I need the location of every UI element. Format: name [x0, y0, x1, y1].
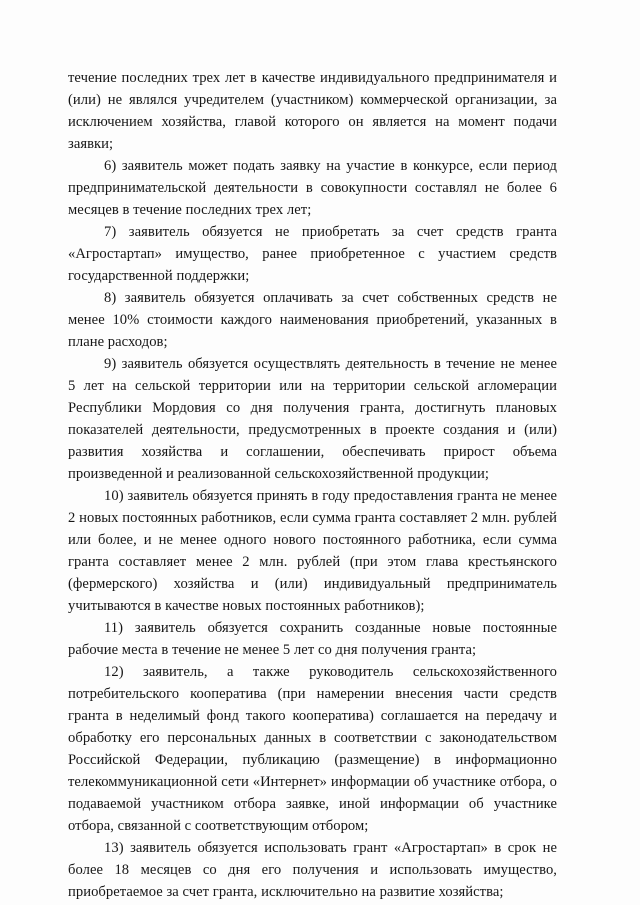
text-line: приобретаемое за счет гранта, исключительно на развитие хозяйства;	[68, 884, 504, 900]
text-line: учитываются в качестве новых постоянных работников);	[68, 598, 425, 614]
text-line: «Агростартап» имущество, ранее приобретенное с участием средств	[68, 246, 557, 262]
text-line: исключением хозяйства, главой которого он является на момент подачи	[68, 114, 557, 130]
text-line: менее 10% стоимости каждого наименования приобретений, указанных в	[68, 312, 557, 328]
text-line: подаваемой участником отбора заявке, иной информации об участнике	[68, 796, 557, 812]
text-line: 5 лет на сельской территории или на территории сельской агломерации	[68, 378, 557, 394]
text-line: предпринимательской деятельности в совокупности составлял не более 6	[68, 180, 557, 196]
text-line: гранта в неделимый фонд такого кооператива) соглашается на передачу и	[68, 708, 557, 724]
text-line: заявки;	[68, 136, 114, 152]
list-item-8: 8) заявитель обязуется оплачивать за счет собственных средств не	[104, 290, 557, 306]
text-line: телекоммуникационной сети «Интернет» информации об участнике отбора, о	[68, 774, 557, 790]
text-line: течение последних трех лет в качестве индивидуального предпринимателя и	[68, 70, 557, 86]
text-line: показателей деятельности, предусмотренных в проекте создания и (или)	[68, 422, 557, 438]
text-line: или более, и не менее одного нового постоянного работника, если сумма	[68, 532, 557, 548]
text-line: более 18 месяцев со дня его получения и использовать имущество,	[68, 862, 557, 878]
text-line: (или) не являлся учредителем (участником) коммерческой организации, за	[68, 92, 557, 108]
text-line: произведенной и реализованной сельскохозяйственной продукции;	[68, 466, 489, 482]
text-line: гранта составляет менее 2 млн. рублей (при этом глава крестьянского	[68, 554, 557, 570]
text-line: Российской Федерации, публикацию (размещение) в информационно	[68, 752, 557, 768]
list-item-10: 10) заявитель обязуется принять в году предоставления гранта не менее	[104, 488, 557, 504]
text-line: плане расходов;	[68, 334, 168, 350]
text-line: обработку его персональных данных в соответствии с законодательством	[68, 730, 557, 746]
text-line: Республики Мордовия со дня получения гранта, достигнуть плановых	[68, 400, 557, 416]
text-line: рабочие места в течение не менее 5 лет со дня получения гранта;	[68, 642, 477, 658]
text-line: государственной поддержки;	[68, 268, 250, 284]
list-item-6: 6) заявитель может подать заявку на участие в конкурсе, если период	[104, 158, 557, 174]
text-line: месяцев в течение последних трех лет;	[68, 202, 312, 218]
text-line: потребительского кооператива (при намерении внесения части средств	[68, 686, 557, 702]
list-item-12: 12) заявитель, а также руководитель сельскохозяйственного	[104, 664, 557, 680]
list-item-11: 11) заявитель обязуется сохранить созданные новые постоянные	[104, 620, 557, 636]
list-item-13: 13) заявитель обязуется использовать грант «Агростартап» в срок не	[104, 840, 557, 856]
text-line: 2 новых постоянных работников, если сумма гранта составляет 2 млн. рублей	[68, 510, 557, 526]
list-item-9: 9) заявитель обязуется осуществлять деятельность в течение не менее	[104, 356, 557, 372]
text-line: (фермерского) хозяйства и (или) индивидуальный предприниматель	[68, 576, 557, 592]
list-item-7: 7) заявитель обязуется не приобретать за счет средств гранта	[104, 224, 557, 240]
text-line: развития хозяйства и соглашении, обеспечивать прирост объема	[68, 444, 557, 460]
text-line: отбора, связанной с соответствующим отбором;	[68, 818, 369, 834]
